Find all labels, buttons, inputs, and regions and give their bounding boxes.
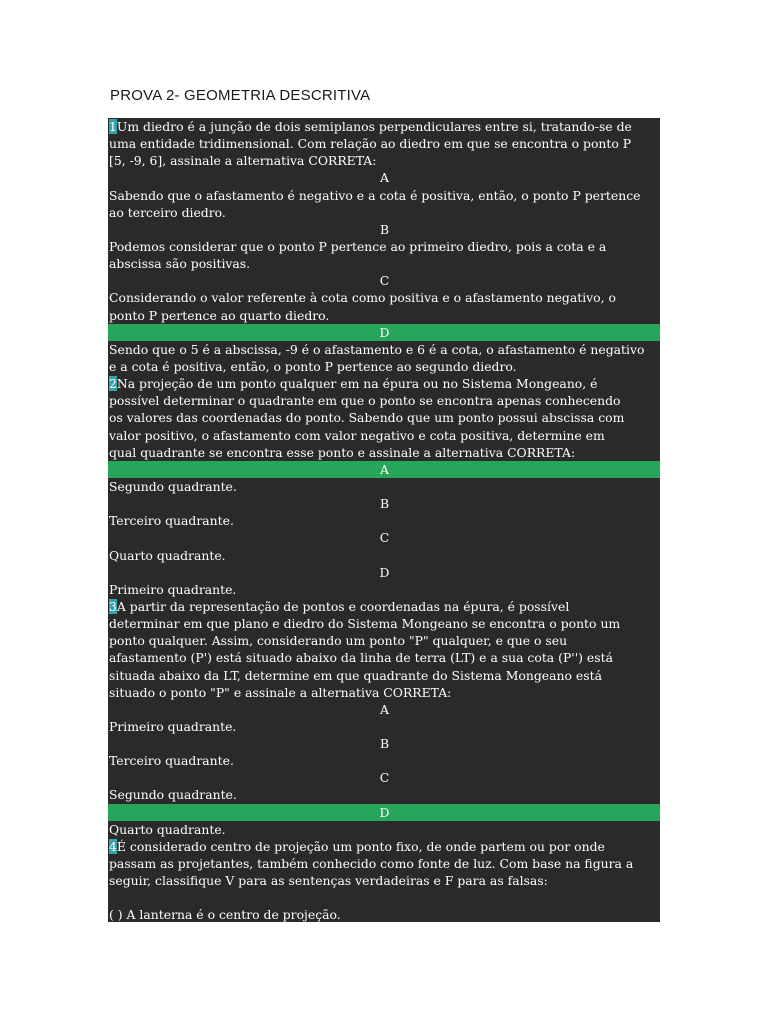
line-text: uma entidade tridimensional. Com relação ao diedro em que se encontra o ponto P	[109, 136, 632, 152]
line-text: afastamento (P') está situado abaixo da linha de terra (LT) e a sua cota (P'') está	[109, 650, 613, 666]
text-line	[108, 255, 660, 272]
question-panel	[108, 118, 660, 922]
line-text: abscissa são positivas.	[109, 256, 251, 272]
option-label: C	[379, 273, 390, 289]
text-line	[108, 152, 660, 169]
question-start-line	[108, 375, 660, 392]
line-text: situado o ponto "P" e assinale a alternativa CORRETA:	[109, 684, 452, 700]
text-line	[108, 187, 660, 204]
text-line	[108, 289, 660, 306]
text-line	[108, 667, 660, 684]
line-text: passam as projetantes, também conhecido como fonte de luz. Com base na figura a	[109, 856, 634, 872]
text-line	[108, 135, 660, 152]
text-line	[108, 872, 660, 889]
line-text: Terceiro quadrante.	[109, 753, 234, 769]
text-line	[108, 478, 660, 495]
line-text: ao terceiro diedro.	[109, 204, 226, 220]
line-text: A partir da representação de pontos e coordenadas na épura, é possível	[116, 598, 570, 614]
line-text: qual quadrante se encontra esse ponto e assinale a alternativa CORRETA:	[109, 444, 576, 460]
line-text: situada abaixo da LT, determine em que quadrante do Sistema Mongeano está	[109, 667, 602, 683]
line-text: [5, -9, 6], assinale a alternativa CORRETA:	[109, 153, 377, 169]
line-text: ( ) A lanterna é o centro de projeção.	[109, 907, 341, 923]
correct-option-label: D	[108, 804, 660, 821]
text-line	[108, 307, 660, 324]
correct-option-label: A	[108, 461, 660, 478]
option-label: B	[379, 736, 390, 752]
text-line	[108, 392, 660, 409]
line-text: Quarto quadrante.	[109, 547, 226, 563]
text-line	[108, 341, 660, 358]
line-text: Segundo quadrante.	[109, 478, 237, 494]
text-line	[108, 547, 660, 564]
line-text: Considerando o valor referente à cota como positiva e o afastamento negativo, o	[109, 290, 616, 306]
text-line	[108, 409, 660, 426]
text-line	[108, 238, 660, 255]
page-title: PROVA 2- GEOMETRIA DESCRITIVA	[110, 87, 371, 104]
option-label: C	[379, 530, 390, 546]
text-line	[108, 581, 660, 598]
line-text: Podemos considerar que o ponto P pertence ao primeiro diedro, pois a cota e a	[109, 238, 607, 254]
text-line	[108, 632, 660, 649]
text-line	[108, 855, 660, 872]
line-text: os valores das coordenadas do ponto. Sabendo que um ponto possui abscissa com	[109, 410, 625, 426]
question-number: 1	[109, 119, 117, 134]
line-text: Terceiro quadrante.	[109, 513, 234, 529]
line-text: Um diedro é a junção de dois semiplanos perpendiculares entre si, tratando-se de	[116, 119, 632, 134]
line-text: Segundo quadrante.	[109, 787, 237, 803]
question-number: 4	[109, 838, 117, 854]
line-text: Sendo que o 5 é a abscissa, -9 é o afastamento e 6 é a cota, o afastamento é negativo	[109, 341, 645, 357]
line-text: possível determinar o quadrante em que o ponto se encontra apenas conhecendo	[109, 393, 621, 409]
option-label: B	[379, 221, 390, 237]
line-text: ponto qualquer. Assim, considerando um ponto "P" qualquer, e que o seu	[109, 633, 568, 649]
text-line	[108, 358, 660, 375]
question-start-line	[108, 838, 660, 855]
line-text: Sabendo que o afastamento é negativo e a cota é positiva, então, o ponto P pertence	[109, 187, 641, 203]
line-text: É considerado centro de projeção um ponto fixo, de onde partem ou por onde	[116, 838, 605, 854]
line-text: Na projeção de um ponto qualquer em na épura ou no Sistema Mongeano, é	[116, 376, 598, 392]
option-label: A	[380, 701, 389, 717]
text-line	[108, 906, 660, 923]
text-line	[108, 615, 660, 632]
text-line	[108, 444, 660, 461]
text-line	[108, 752, 660, 769]
line-text: valor positivo, o afastamento com valor negativo e cota positiva, determine em	[109, 427, 605, 443]
line-text: seguir, classifique V para as sentenças verdadeiras e F para as falsas:	[109, 873, 548, 889]
option-label: D	[379, 564, 390, 580]
text-line	[108, 512, 660, 529]
text-line	[108, 786, 660, 803]
text-line	[108, 889, 660, 906]
text-line	[108, 821, 660, 838]
text-line	[108, 649, 660, 666]
line-text: Quarto quadrante.	[109, 821, 226, 837]
line-text: Primeiro quadrante.	[109, 581, 237, 597]
line-text: determinar em que plano e diedro do Sistema Mongeano se encontra o ponto um	[109, 616, 621, 632]
line-text: Primeiro quadrante.	[109, 718, 237, 734]
question-start-line	[108, 598, 660, 615]
line-text: ponto P pertence ao quarto diedro.	[109, 307, 330, 323]
option-label: A	[380, 170, 389, 186]
text-line	[108, 204, 660, 221]
text-line	[108, 684, 660, 701]
option-label: B	[379, 496, 390, 512]
question-number: 2	[109, 376, 117, 392]
line-text: e a cota é positiva, então, o ponto P pertence ao segundo diedro.	[109, 358, 517, 374]
option-label: C	[379, 770, 390, 786]
text-line	[108, 427, 660, 444]
question-start-line	[108, 118, 660, 135]
text-line	[108, 718, 660, 735]
correct-option-label: D	[108, 324, 660, 341]
question-number: 3	[109, 598, 117, 614]
